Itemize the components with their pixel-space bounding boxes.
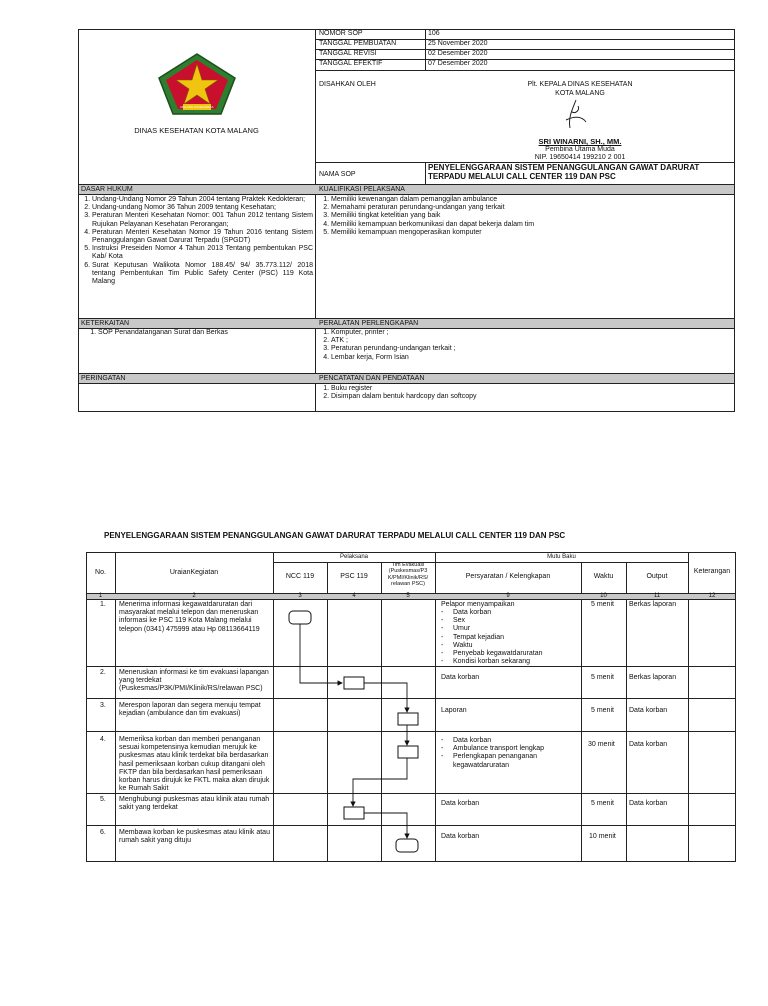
list-item: 3. Memiliki tingkat ketelitian yang baik	[331, 212, 731, 220]
row-2-uraian: Meneruskan informasi ke tim evakuasi lapangan yang terdekat (Puskesmas/P3K/PMI/Klinik/RS/relawan PSC)	[119, 669, 269, 693]
pencatatan-label: PENCATATAN DAN PENDATAAN	[319, 375, 425, 382]
list-item: 3. Peraturan Menteri Kesehatan Nomor: 001 Tahun 2012 tentang Sistem Rujukan Pelayanan Kesehatan Perorangan;	[92, 212, 313, 228]
row-3-output: Data korban	[629, 707, 668, 714]
col-no: No.	[95, 569, 106, 576]
flow-arrow	[300, 624, 342, 683]
row-5-uraian: Menghubungi puskesmas atau klinik atau rumah sakit yang terdekat	[119, 796, 270, 812]
list-item: 4. Peraturan Menteri Kesehatan Nomor 19 Tahun 2016 tentang Sistem Penanggulangan Gawat Darurat Terpadu (SPGDT)	[92, 229, 313, 245]
list-item: - Umur	[441, 625, 579, 633]
row-3-no: 3.	[100, 702, 106, 709]
row-4-waktu: 30 menit	[588, 741, 615, 748]
peralatan-label: PERALATAN PERLENGKAPAN	[319, 320, 419, 327]
meta-label-0: NOMOR SOP	[319, 30, 363, 37]
col-tim: Tim Evakuasi (Puskesmas/P3 K/PMI/Klinik/RS/ relawan PSC)	[387, 562, 429, 587]
row-1-output: Berkas laporan	[629, 601, 677, 608]
list-item: 1. Memiliki kewenangan dalam pemanggilan ambulance	[331, 196, 731, 204]
list-item: 5. Memiliki kemampuan mengoperasikan komputer	[331, 229, 731, 237]
num-9: 9	[506, 593, 510, 599]
list-item: 6. Surat Keputusan Walikota Nomor 188.45/ 94/ 35.773.112/ 2018 tentang Pembentukan Tim Public Safety Center (PSC) 119 Kota Malang	[92, 262, 313, 287]
list-item: 4. Lembar kerja, Form Isian	[331, 354, 731, 362]
meta-value-2: 02 Desember 2020	[428, 50, 488, 57]
row-5-output: Data korban	[629, 800, 668, 807]
list-item: 2. Undang-undang Nomor 36 Tahun 2009 tentang Kesehatan;	[92, 204, 313, 212]
col-mutu: Mutu Baku	[547, 554, 576, 560]
peringatan-label: PERINGATAN	[81, 375, 126, 382]
flow-process-box	[398, 713, 418, 725]
nama-sop-label: NAMA SOP	[319, 171, 356, 178]
flow-end-terminator	[396, 839, 418, 852]
row-2-no: 2.	[100, 669, 106, 676]
signer-title-2: KOTA MALANG	[555, 90, 605, 97]
num-12: 12	[708, 593, 716, 599]
row-2-syarat: Data korban	[441, 674, 480, 681]
meta-label-3: TANGGAL EFEKTIF	[319, 60, 383, 67]
signer-title-1: Plt. KEPALA DINAS KESEHATAN	[527, 81, 633, 88]
flow-start-terminator	[289, 611, 311, 624]
nama-sop-value: PENYELENGGARAAN SISTEM PENANGGULANGAN GAWAT DARURAT TERPADU MELALUI CALL CENTER 119 DAN PSC	[428, 163, 700, 181]
flow-arrow	[364, 813, 407, 838]
num-3: 3	[298, 593, 302, 599]
flow-arrow	[364, 683, 407, 712]
col-ket: Keterangan	[693, 568, 731, 575]
row-4-uraian: Memeriksa korban dan memberi penanganan sesuai kompetensinya kemudian merujuk ke puskesmas atau klinik terdekat bila berdasarkan hasil pemeriksaan korban cukup ditangani oleh FKTP dan bila berdasarkan hasil pemeriksaan korban harus dirujuk ke FKTL maka akan dirujuk ke Rumah Sakit	[119, 736, 270, 793]
row-6-uraian: Membawa korban ke puskesmas atau klinik atau rumah sakit yang dituju	[119, 829, 270, 845]
list-item: 1. SOP Penandatanganan Surat dan Berkas	[98, 329, 313, 337]
dept-name: DINAS KESEHATAN KOTA MALANG	[134, 126, 259, 135]
logo-caption: MALANG KUCECWARA	[180, 105, 214, 109]
row-6-waktu: 10 menit	[589, 833, 616, 840]
signer-name: SRI WINARNI, SH., MM.	[538, 137, 622, 146]
col-psc: PSC 119	[340, 573, 368, 580]
flow-arrow	[353, 758, 407, 806]
row-5-no: 5.	[100, 796, 106, 803]
list-item: - Ambulance transport lengkap	[441, 745, 579, 753]
meta-value-1: 25 November 2020	[428, 40, 488, 47]
flow-process-box	[344, 677, 364, 689]
row-1-uraian: Menerima informasi kegawatdaruratan dari masyarakat melalui telepon dan meneruskan informasi ke PSC 119 Kota Malang melalui telepon (0341) 475999 atau Hp 08113664119	[119, 601, 260, 633]
list-item: - Kondisi korban sekarang	[441, 658, 579, 666]
meta-label-2: TANGGAL REVISI	[319, 50, 377, 57]
list-item: - Tempat kejadian	[441, 634, 579, 642]
flow-title: PENYELENGGARAAN SISTEM PENANGGULANGAN GAWAT DARURAT TERPADU MELALUI CALL CENTER 119 DAN PSC	[104, 531, 566, 540]
list-item: 4. Memiliki kemampuan berkomunikasi dan dapat bekerja dalam tim	[331, 221, 731, 229]
list-item: - Perlengkapan penanganan kegawatdaruratan	[441, 753, 579, 769]
list-item: 2. ATK ;	[331, 337, 731, 345]
list-item: - Penyebab kegawatdaruratan	[441, 650, 579, 658]
dasar-hukum-label: DASAR HUKUM	[81, 186, 133, 193]
row-1-syarat-head: Pelapor menyampaikan	[441, 601, 515, 608]
signer-nip: NIP. 19650414 199210 2 001	[534, 154, 626, 161]
list-item: - Data korban	[441, 737, 579, 745]
list-item: 2. Disimpan dalam bentuk hardcopy dan softcopy	[331, 393, 731, 401]
list-item: 2. Memahami peraturan perundang-undangan yang terkait	[331, 204, 731, 212]
row-5-waktu: 5 menit	[591, 800, 614, 807]
num-4: 4	[352, 593, 356, 599]
row-1-waktu: 5 menit	[591, 601, 614, 608]
col-syarat: Persyaratan / Kelengkapan	[465, 573, 551, 580]
row-1-no: 1.	[100, 601, 106, 608]
list-item: 1. Undang-Undang Nomor 29 Tahun 2004 tentang Praktek Kedokteran;	[92, 196, 313, 204]
num-11: 11	[653, 593, 661, 599]
row-2-waktu: 5 menit	[591, 674, 614, 681]
col-ncc: NCC 119	[285, 573, 315, 580]
num-1: 1	[98, 593, 103, 599]
meta-value-3: 07 Desember 2020	[428, 60, 488, 67]
list-item: - Sex	[441, 617, 579, 625]
list-item: - Waktu	[441, 642, 579, 650]
row-5-syarat: Data korban	[441, 800, 480, 807]
num-2: 2	[192, 593, 196, 599]
keterkaitan-label: KETERKAITAN	[81, 320, 130, 327]
list-item: 1. Komputer, printer ;	[331, 329, 731, 337]
list-item: 1. Buku register	[331, 385, 731, 393]
col-uraian: UraianKegiatan	[169, 569, 219, 576]
row-6-no: 6.	[100, 829, 106, 836]
row-4-output: Data korban	[629, 741, 668, 748]
num-5: 5	[406, 593, 410, 599]
flow-process-box	[344, 807, 364, 819]
col-waktu: Waktu	[593, 573, 614, 580]
signer-rank: Pembina Utama Muda	[545, 146, 615, 153]
col-output: Output	[646, 573, 668, 580]
list-item: 5. Instruksi Preseiden Nomor 4 Tahun 2013 Tentang pembentukan PSC Kab/ Kota	[92, 245, 313, 261]
row-3-uraian: Merespon laporan dan segera menuju tempat kejadian (ambulance dan tim evakuasi)	[119, 702, 261, 718]
list-item: 3. Peraturan perundang-undangan terkait ;	[331, 345, 731, 353]
num-10: 10	[600, 593, 607, 599]
row-3-waktu: 5 menit	[591, 707, 614, 714]
flow-process-box	[398, 746, 418, 758]
row-3-syarat: Laporan	[441, 707, 467, 714]
disahkan-label: DISAHKAN OLEH	[319, 81, 376, 88]
row-4-no: 4.	[100, 736, 106, 743]
meta-label-1: TANGGAL PEMBUATAN	[319, 40, 397, 47]
row-6-syarat: Data korban	[441, 833, 480, 840]
meta-value-0: 106	[428, 30, 440, 37]
row-2-output: Berkas laporan	[629, 674, 677, 681]
col-pelaksana: Pelaksana	[339, 554, 369, 560]
kualifikasi-label: KUALIFIKASI PELAKSANA	[319, 186, 405, 193]
list-item: - Data korban	[441, 609, 579, 617]
